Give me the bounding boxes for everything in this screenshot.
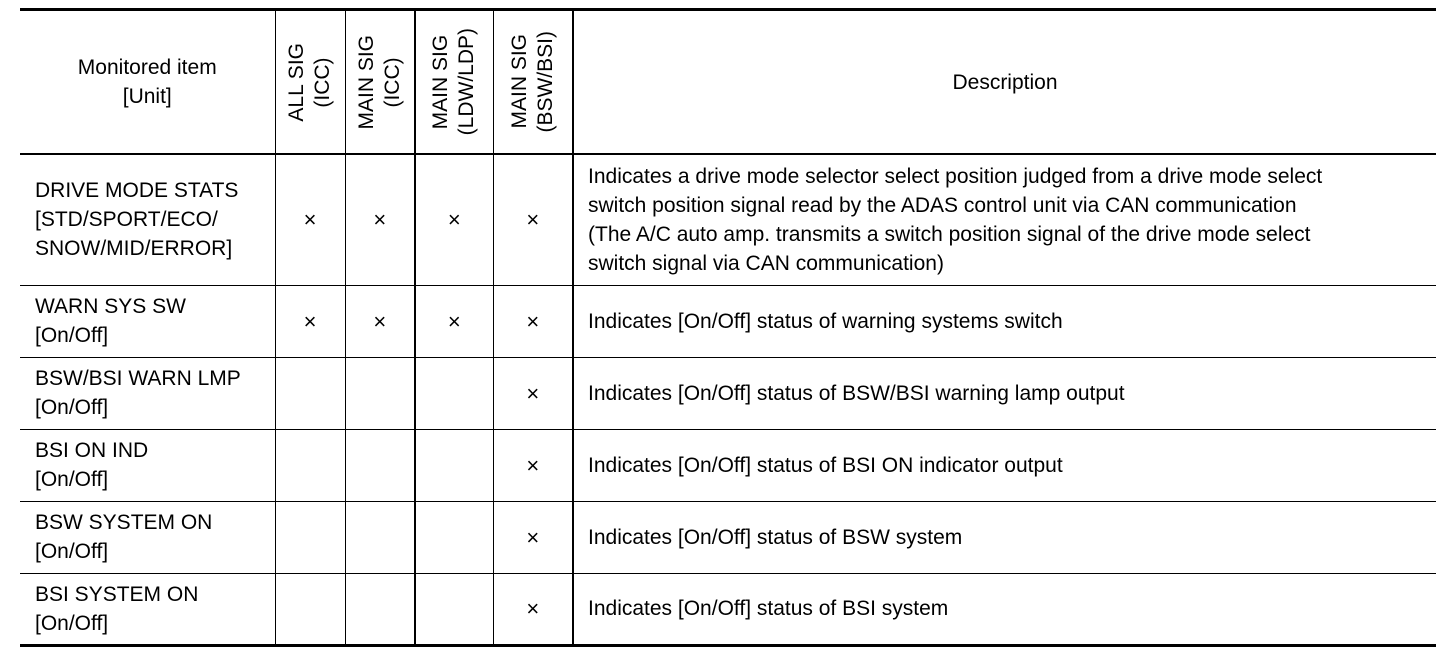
header-col-line1: MAIN SIG (507, 34, 531, 130)
item-unit: [On/Off] (35, 468, 109, 491)
item-name: BSW/BSI WARN LMP (35, 367, 241, 390)
description-line: Indicates [On/Off] status of BSW system (588, 525, 963, 549)
table-row (20, 573, 1436, 645)
description-line: Indicates [On/Off] status of BSW/BSI warning lamp output (588, 381, 1125, 405)
item-name: DRIVE MODE STATS (35, 179, 239, 203)
item-unit: [STD/SPORT/ECO/ (35, 208, 218, 232)
mark-cell: × (345, 154, 415, 285)
header-item-label: Monitored item (77, 56, 217, 79)
table-row (20, 285, 1436, 357)
table-row (20, 501, 1436, 573)
header-monitored-item (20, 10, 275, 155)
header-description: Description (573, 10, 1436, 155)
header-all-sig-icc (275, 10, 345, 155)
table-row (20, 357, 1436, 429)
description-cell (573, 357, 1436, 429)
header-col-line1: MAIN SIG (429, 34, 453, 130)
header-col-line1: ALL SIG (285, 42, 308, 122)
row-item-cell (20, 573, 275, 645)
description-cell (573, 429, 1436, 501)
mark-cell (275, 429, 345, 501)
mark-cell: × (345, 285, 415, 357)
description-cell (573, 501, 1436, 573)
mark-cell (415, 501, 493, 573)
item-unit: [On/Off] (35, 396, 109, 419)
description-cell (573, 285, 1436, 357)
mark-cell (345, 501, 415, 573)
description-line: Indicates [On/Off] status of warning systems switch (588, 309, 1063, 333)
header-col-line2: (ICC) (311, 56, 334, 108)
description-line: switch position signal read by the ADAS control unit via CAN communication (588, 193, 1297, 217)
mark-cell (415, 357, 493, 429)
description-line: switch signal via CAN communication) (588, 251, 944, 275)
mark-cell: × (493, 573, 573, 645)
description-line: Indicates a drive mode selector select position judged from a drive mode select (588, 164, 1323, 188)
mark-cell: × (493, 357, 573, 429)
mark-cell (275, 501, 345, 573)
mark-cell (415, 429, 493, 501)
description-line: Indicates [On/Off] status of BSI system (588, 597, 949, 620)
mark-cell (345, 573, 415, 645)
mark-cell: × (493, 501, 573, 573)
description-line: Indicates [On/Off] status of BSI ON indicator output (588, 453, 1063, 477)
header-col-line1: MAIN SIG (354, 34, 378, 130)
mark-cell (275, 357, 345, 429)
description-line: (The A/C auto amp. transmits a switch position signal of the drive mode select (588, 222, 1311, 246)
header-col-line2: (BSW/BSI) (533, 31, 557, 133)
item-unit: SNOW/MID/ERROR] (35, 237, 233, 261)
table-row (20, 429, 1436, 501)
mark-cell: × (493, 429, 573, 501)
header-main-sig-ldw-ldp (415, 10, 493, 155)
row-item-cell (20, 154, 275, 285)
header-main-sig-icc (345, 10, 415, 155)
item-name: BSW SYSTEM ON (35, 511, 213, 534)
row-item-cell (20, 285, 275, 357)
item-name: BSI ON IND (35, 439, 149, 462)
item-unit: [On/Off] (35, 324, 109, 347)
description-cell (573, 154, 1436, 285)
row-item-cell (20, 501, 275, 573)
header-unit-label: [Unit] (122, 85, 172, 108)
item-name: WARN SYS SW (35, 295, 186, 318)
item-name: BSI SYSTEM ON (35, 582, 199, 606)
header-main-sig-bsw-bsi (493, 10, 573, 155)
header-col-line2: (ICC) (380, 56, 404, 108)
mark-cell (345, 429, 415, 501)
header-col-line2: (LDW/LDP) (455, 28, 479, 136)
mark-cell: × (493, 154, 573, 285)
row-item-cell (20, 429, 275, 501)
mark-cell: × (415, 154, 493, 285)
item-unit: [On/Off] (35, 611, 109, 635)
table-row (20, 154, 1436, 285)
mark-cell: × (275, 285, 345, 357)
item-unit: [On/Off] (35, 540, 109, 563)
mark-cell (345, 357, 415, 429)
mark-cell: × (275, 154, 345, 285)
mark-cell (415, 573, 493, 645)
mark-cell: × (415, 285, 493, 357)
mark-cell: × (493, 285, 573, 357)
monitor-item-table (20, 8, 1436, 647)
row-item-cell (20, 357, 275, 429)
description-cell (573, 573, 1436, 645)
mark-cell (275, 573, 345, 645)
header-row (20, 10, 1436, 155)
